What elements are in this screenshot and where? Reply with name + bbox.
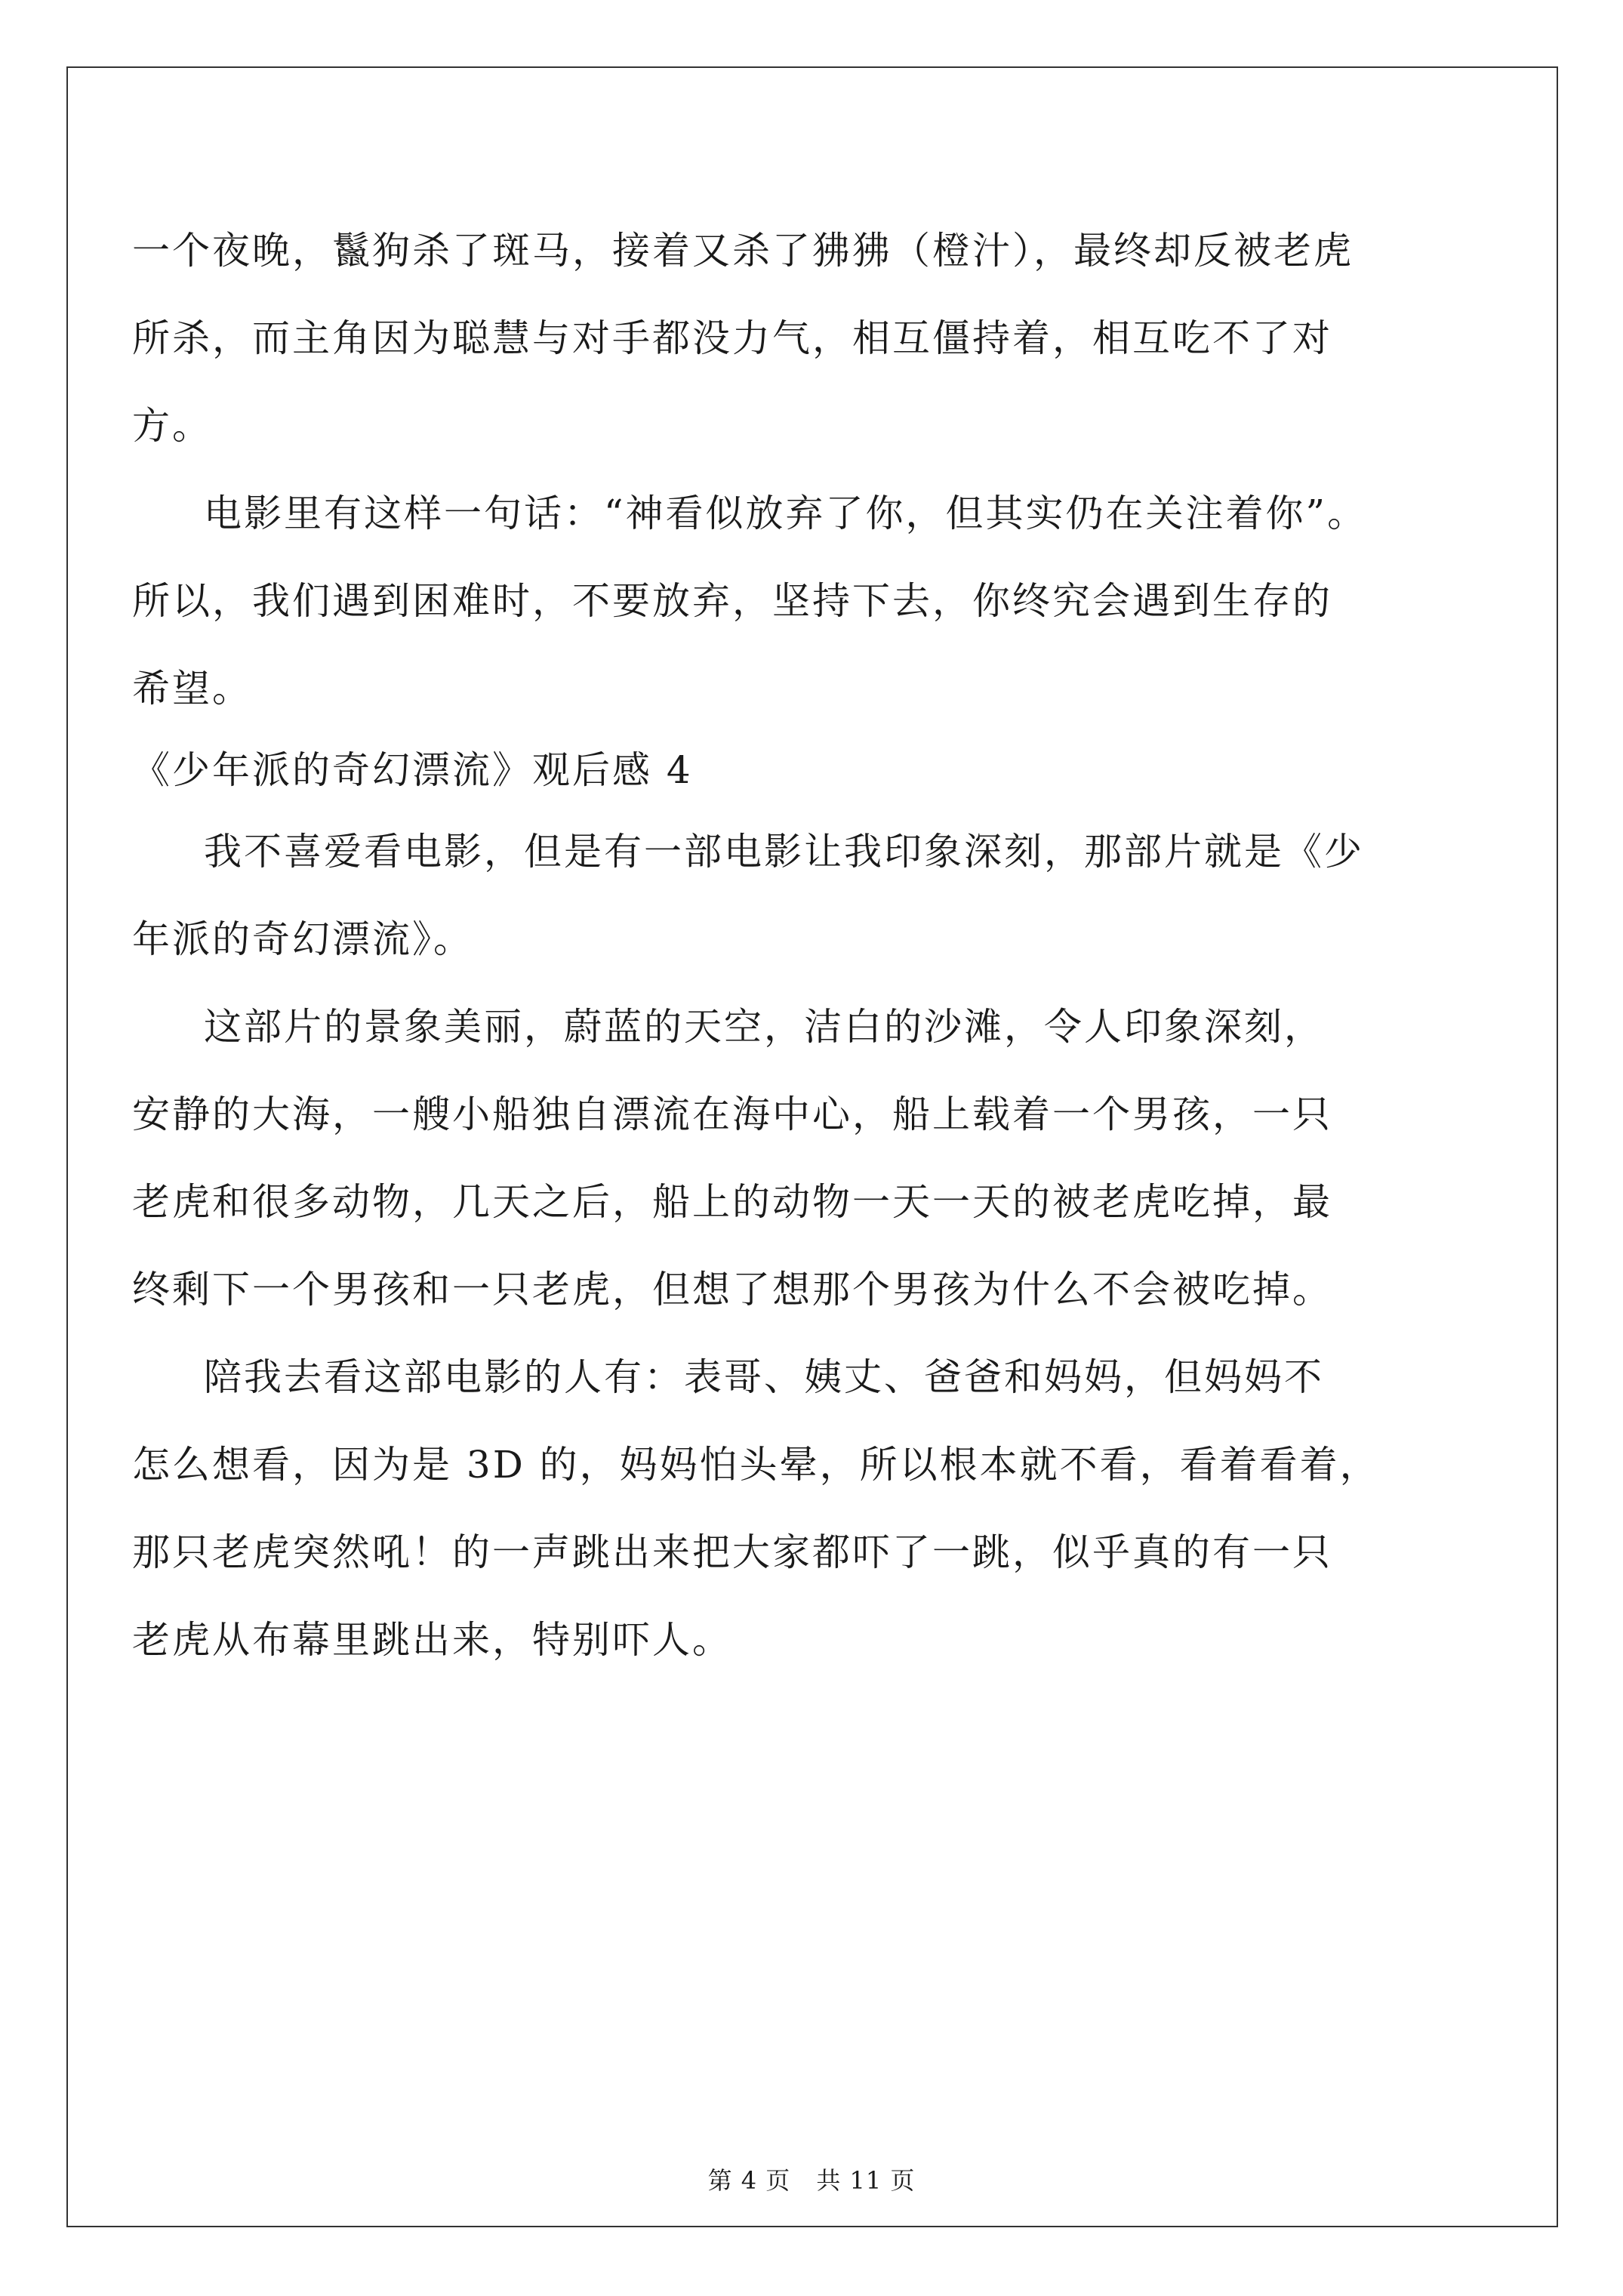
paragraph-line: 我不喜爱看电影，但是有一部电影让我印象深刻，那部片就是《少: [204, 830, 1364, 874]
page-number: 第 4 页: [707, 2166, 791, 2195]
page-footer: [0, 2165, 1623, 2196]
paragraph-line: 一个夜晚，鬣狗杀了斑马，接着又杀了狒狒（橙汁），最终却反被老虎: [132, 229, 1354, 273]
paragraph-line: 安静的大海，一艘小船独自漂流在海中心，船上载着一个男孩，一只: [132, 1093, 1332, 1136]
paragraph-line: 方。: [132, 404, 212, 448]
paragraph-line: 终剩下一个男孩和一只老虎，但想了想那个男孩为什么不会被吃掉。: [132, 1268, 1332, 1311]
paragraph-line: 那只老虎突然吼！的一声跳出来把大家都吓了一跳，似乎真的有一只: [132, 1530, 1332, 1574]
paragraph-line: 电影里有这样一句话：“神看似放弃了你，但其实仍在关注着你”。: [204, 492, 1368, 535]
paragraph-line: 老虎从布幕里跳出来，特别吓人。: [132, 1618, 732, 1662]
paragraph-line: 年派的奇幻漂流》。: [132, 917, 473, 961]
paragraph-line: 陪我去看这部电影的人有：表哥、姨丈、爸爸和妈妈，但妈妈不: [204, 1355, 1324, 1399]
paragraph-line: 所以，我们遇到困难时，不要放弃，坚持下去，你终究会遇到生存的: [132, 579, 1332, 623]
page-border: [66, 66, 1558, 2227]
page-total: 共 11 页: [816, 2166, 916, 2195]
paragraph-line: 这部片的景象美丽，蔚蓝的天空，洁白的沙滩，令人印象深刻，: [204, 1005, 1324, 1049]
section-heading: 《少年派的奇幻漂流》观后感 4: [132, 748, 693, 792]
paragraph-line: 怎么想看，因为是 3D 的，妈妈怕头晕，所以根本就不看，看着看着，: [132, 1443, 1380, 1487]
paragraph-line: 所杀，而主角因为聪慧与对手都没力气，相互僵持着，相互吃不了对: [132, 316, 1332, 360]
paragraph-line: 希望。: [132, 667, 252, 710]
paragraph-line: 老虎和很多动物，几天之后，船上的动物一天一天的被老虎吃掉，最: [132, 1180, 1332, 1224]
